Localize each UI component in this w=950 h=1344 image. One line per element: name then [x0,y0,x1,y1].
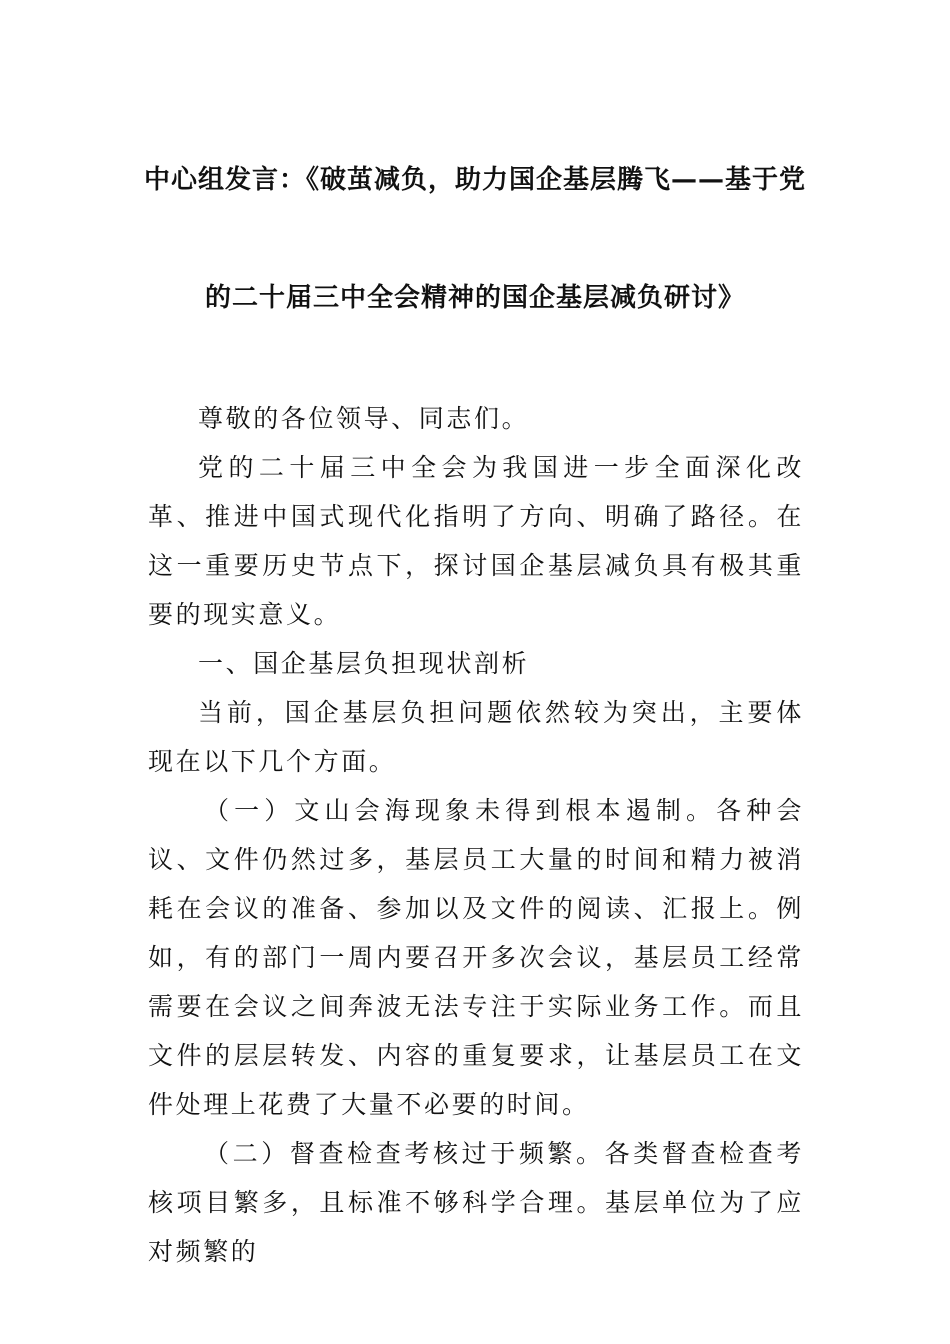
document-title-line-1: 中心组发言：《破茧减负，助力国企基层腾飞——基于党 [143,165,806,195]
subsection-2-paragraph: （二）督查检查考核过于频繁。各类督查检查考核项目繁多，且标准不够科学合理。基层单位为了应对频繁的 [148,1139,804,1266]
salutation-paragraph: 尊敬的各位领导、同志们。 [198,404,530,433]
section-1-paragraph: 当前，国企基层负担问题依然较为突出，主要体现在以下几个方面。 [148,698,804,776]
subsection-1-paragraph: （一）文山会海现象未得到根本遏制。各种会议、文件仍然过多，基层员工大量的时间和精力被消耗在会议的准备、参加以及文件的阅读、汇报上。例如，有的部门一周内要召开多次会议，基层员工经常需要在会议之间奔波无法专注于实际业务工作。而且文件的层层转发、内容的重复要求，让基层员工在文件处理上花费了大量不必要的时间。 [148,796,804,1119]
document-title-line-2: 的二十届三中全会精神的国企基层减负研讨》 [204,283,745,313]
section-heading-1: 一、国企基层负担现状剖析 [198,649,530,678]
intro-paragraph: 党的二十届三中全会为我国进一步全面深化改革、推进中国式现代化指明了方向、明确了路径。在这一重要历史节点下，探讨国企基层减负具有极其重要的现实意义。 [148,453,804,629]
document-body [148,394,804,1276]
